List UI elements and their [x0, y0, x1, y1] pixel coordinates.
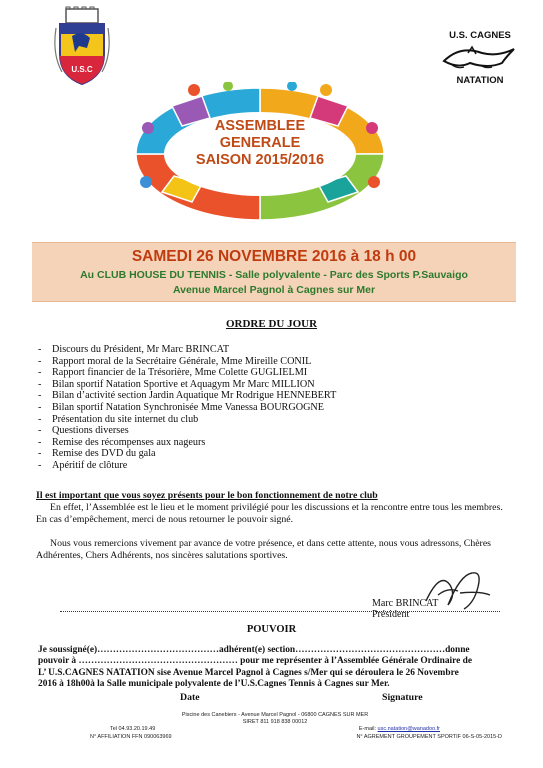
- proxy-line-4: 2016 à 18h00à la Salle municipale polyvalente de l’U.S.Cagnes Tennis à Cagnes sur Mer.: [38, 679, 390, 690]
- event-banner: [32, 242, 516, 302]
- footer-email-link[interactable]: usc.natation@wanadoo.fr: [377, 726, 440, 733]
- footer-contact-row: [40, 726, 510, 733]
- important-text: En effet, l’Assemblée est le lieu et le moment privilégié pour les discussions et la rencontre entre tous les membres. En cas d’empêchement, merci de nous retourner le pouvoir signé.: [36, 501, 503, 525]
- agenda-item: - Rapport financier de la Trésorière, Mme Colette GUGLIELMI: [38, 367, 336, 379]
- signature-block: [372, 598, 438, 620]
- important-heading: Il est important que vous soyez présents pour le bon fonctionnement de notre club: [36, 490, 378, 501]
- title-line-1: ASSEMBLEE: [214, 118, 306, 134]
- thanks-paragraph: Nous vous remercions vivement par avance de votre présence, et dans cette attente, nous vous adressons, Chères Adhérentes, Chers Adhérents, nos sincères salutations sportives.: [36, 538, 491, 561]
- event-date: SAMEDI 26 NOVEMBRE 2016 à 18 h 00: [131, 248, 417, 265]
- signature-label: Signature: [382, 692, 423, 703]
- agenda-item: - Questions diverses: [38, 425, 336, 437]
- agenda-item: - Bilan sportif Natation Synchronisée Mme Vanessa BOURGOGNE: [38, 402, 336, 414]
- event-address: Avenue Marcel Pagnol à Cagnes sur Mer: [172, 284, 376, 296]
- agenda-item: - Présentation du site internet du club: [38, 414, 336, 426]
- footer-tel: Tel 04.93.20.19.49: [110, 726, 156, 733]
- important-notice: [36, 490, 506, 525]
- footer-agrement: N° AGREMENT GROUPEMENT SPORTIF 06-S-05-2015-D: [356, 733, 502, 740]
- cut-line-divider: [60, 611, 500, 612]
- agenda-item: - Bilan d’activité section Jardin Aquatique Mr Rodrigue HENNEBERT: [38, 390, 336, 402]
- agenda-item: - Bilan sportif Natation Sportive et Aquagym Mr Marc MILLION: [38, 379, 336, 391]
- footer-ids-row: [40, 734, 510, 741]
- event-location: Au CLUB HOUSE DU TENNIS - Salle polyvalente - Parc des Sports P.Sauvaigo: [80, 269, 468, 281]
- title-line-3: SAISON 2015/2016: [195, 152, 325, 168]
- footer-email-group: [359, 726, 440, 733]
- proxy-line-1: Je soussigné(e)…………………………………adhérent(e) section…………………………………………donne: [38, 645, 470, 655]
- agenda-item: - Rapport moral de la Secrétaire Générale, Mme Mireille CONIL: [38, 356, 336, 368]
- dolphin-icon: [440, 43, 520, 73]
- footer: [40, 712, 510, 741]
- footer-email-label: E-mail:: [358, 726, 376, 733]
- date-label: Date: [180, 692, 200, 703]
- town-crest-logo: [52, 6, 112, 86]
- agenda-list: [38, 344, 336, 472]
- title-line-2: GENERALE: [219, 135, 301, 151]
- proxy-line-3: L’ U.S.CAGNES NATATION sise Avenue Marcel Pagnol à Cagnes s/Mer qui se déroulera le 26 Novembre: [38, 667, 459, 678]
- proxy-line-2: pouvoir à …………………………………………… pour me représenter à l’Assemblée Générale Ordinaire de: [38, 656, 472, 667]
- proxy-form-text: [38, 645, 508, 691]
- crest-text: U.S.C: [71, 65, 93, 74]
- footer-address: Piscine des Canebiers - Avenue Marcel Pagnol - 06800 CAGNES SUR MER: [181, 712, 369, 718]
- club-logo: [430, 30, 530, 86]
- footer-affiliation: N° AFFILIATION FFN 090063969: [90, 733, 172, 740]
- club-name-bottom: NATATION: [456, 75, 504, 86]
- signature-title: Président: [372, 609, 410, 620]
- agenda-heading: ORDRE DU JOUR: [225, 318, 318, 330]
- signature-name: Marc BRINCAT: [372, 598, 439, 609]
- footer-siret: SIRET 811 918 838 00012: [242, 719, 308, 726]
- agenda-item: - Remise des récompenses aux nageurs: [38, 437, 336, 449]
- agenda-item: - Apéritif de clôture: [38, 460, 336, 472]
- assembly-title: [132, 118, 388, 169]
- club-name-top: U.S. CAGNES: [449, 30, 511, 41]
- proxy-title: POUVOIR: [246, 624, 297, 635]
- agenda-item: - Discours du Président, Mr Marc BRINCAT: [38, 344, 336, 356]
- agenda-item: - Remise des DVD du gala: [38, 448, 336, 460]
